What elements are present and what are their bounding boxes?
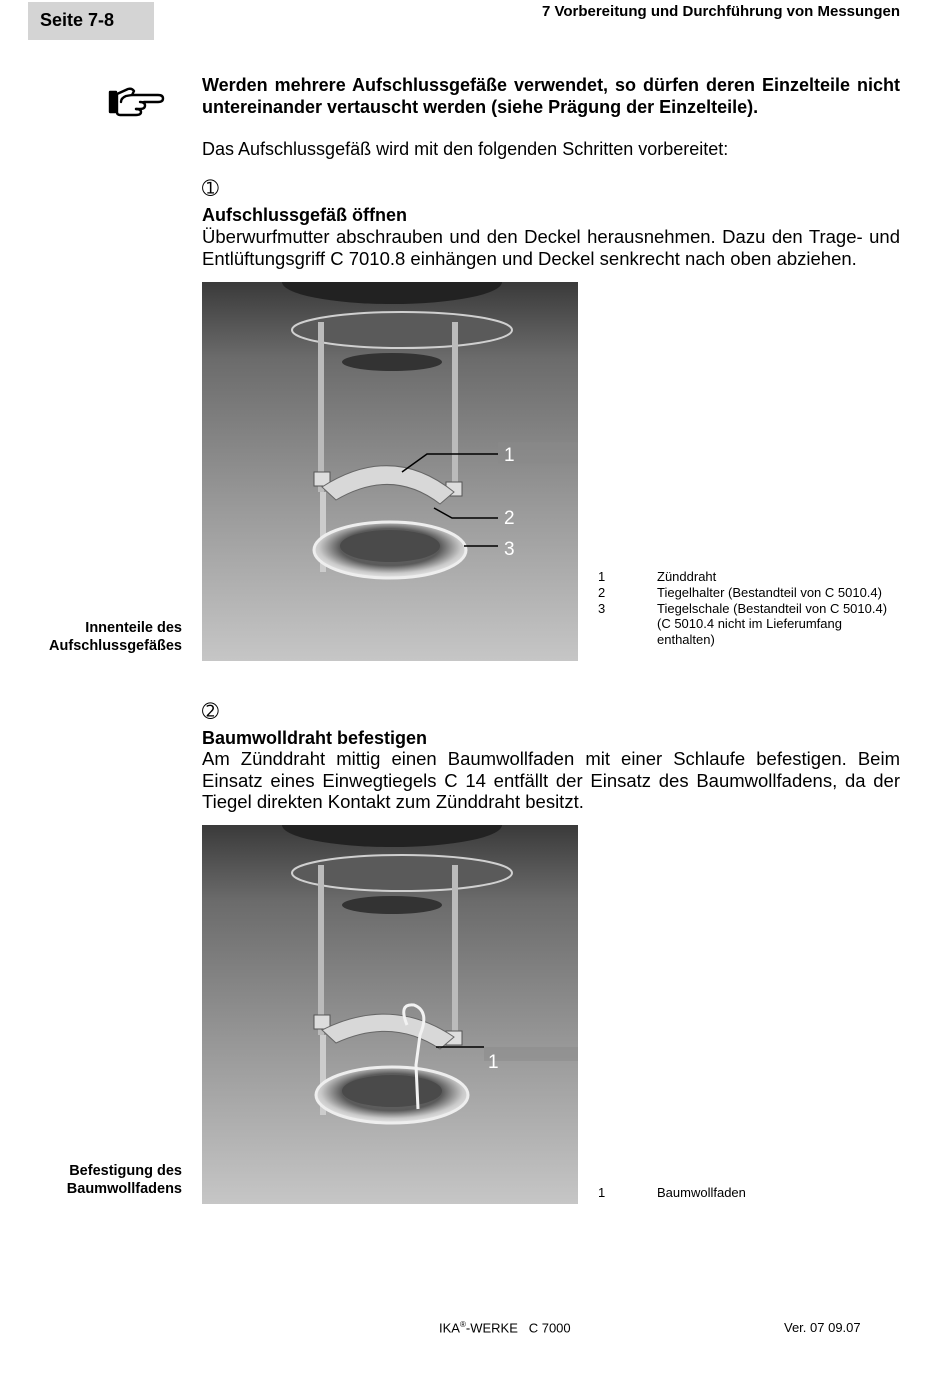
important-note: Werden mehrere Aufschlussgefäße verwendet, so dürfen deren Einzelteile nicht untereinander vertauscht werden (siehe Prägung der Einzelteile).: [202, 75, 900, 117]
figure-2-caption: Befestigung des Baumwollfadens: [66, 1163, 182, 1197]
legend-row: enthalten): [657, 632, 715, 648]
figure-1-caption: Innenteile des Aufschlussgefäßes: [49, 620, 182, 654]
step-2-number: ➁: [202, 701, 219, 723]
step-1-title: Aufschlussgefäß öffnen: [202, 205, 408, 225]
legend-row: (C 5010.4 nicht im Lieferumfang: [657, 616, 842, 632]
step-1-body: Überwurfmutter abschrauben und den Deckel herausnehmen. Dazu den Trage- und Entlüftungsgriff C 7010.8 einhängen und Deckel senkrecht nach oben abziehen.: [202, 226, 900, 269]
step-2-title: Baumwolldraht befestigen: [202, 728, 428, 748]
footer-brand: IKA®-WERKE C 7000: [439, 1320, 571, 1336]
callout-1: 1: [488, 1052, 499, 1073]
legend-row: 3 Tiegelschale (Bestandteil von C 5010.4): [598, 600, 888, 616]
figure-2-legend: [598, 1185, 907, 1201]
callout-3: 3: [504, 539, 515, 560]
page-number-tab: Seite 7-8: [28, 2, 154, 40]
footer-version: Ver. 07 09.07: [784, 1320, 861, 1335]
photo-bomb-inner-parts: [202, 282, 578, 661]
figure-1-legend: [598, 569, 907, 648]
photo-cotton-thread-attachment: [202, 825, 578, 1204]
callout-1: 1: [504, 445, 515, 466]
legend-row: 1 Zünddraht: [598, 569, 717, 584]
chapter-title: 7 Vorbereitung und Durchführung von Messungen: [541, 3, 900, 20]
callout-2: 2: [504, 508, 515, 529]
legend-row: 2 Tiegelhalter (Bestandteil von C 5010.4): [598, 584, 882, 600]
step-1-number: ➀: [202, 178, 219, 200]
legend-row: 1 Baumwollfaden: [598, 1185, 746, 1200]
step-2-body: Am Zünddraht mittig einen Baumwollfaden mit einer Schlaufe befestigen. Beim Einsatz eines Einwegtiegels C 14 entfällt der Einsatz des Baumwollfadens, da der Tiegel direkten Kontakt zum Zünddraht besitzt.: [202, 748, 900, 812]
pointing-hand-icon: [106, 84, 166, 118]
intro-text: Das Aufschlussgefäß wird mit den folgenden Schritten vorbereitet:: [202, 139, 729, 159]
